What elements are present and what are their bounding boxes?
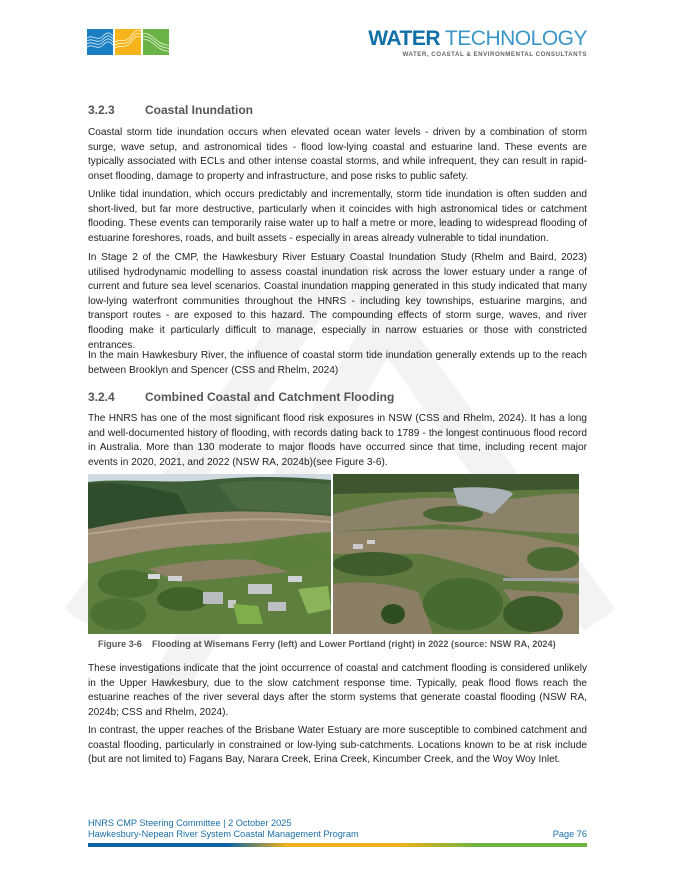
section-title: Coastal Inundation [145, 103, 253, 117]
footer-program-title: Hawkesbury-Nepean River System Coastal Management Program [88, 829, 359, 839]
paragraph: These investigations indicate that the joint occurrence of coastal and catchment flooding is considered unlikely in the Upper Hawkesbury, due to the slow catchment response time. Typically, peak flood flows reach the estuarine reaches of the river several days after the storm systems that generate coastal flooding (NSW RA, 2024b; CSS and Rhelm, 2024). [88, 663, 587, 718]
brand-title [368, 28, 587, 50]
page-number: Page 76 [552, 829, 587, 839]
paragraph: In contrast, the upper reaches of the Brisbane Water Estuary are more susceptible to combined catchment and coastal flooding, particularly in constrained or low-lying sub-catchments. Locations known to be at risk include (but are not limited to) Fagans Bay, Narara Creek, Erina Creek, Kincumber Creek, and the Woy Woy Inlet. [88, 725, 587, 766]
lower-portland-flood-photo [333, 474, 579, 634]
figure-3-6 [88, 474, 587, 634]
brand-wordmark [368, 28, 587, 58]
section-number: 3.2.3 [88, 103, 115, 117]
section-heading-3-2-3 [88, 103, 253, 117]
footer-line-2 [88, 829, 587, 840]
brand-bold: WATER [368, 27, 440, 50]
paragraph: In Stage 2 of the CMP, the Hawkesbury River Estuary Coastal Inundation Study (Rhelm and Baird, 2023) utilised hydrodynamic modelling to assess coastal inundation risk across the lower estuary under a range of current and future sea level scenarios. Coastal inundation mapping generated in this study indicated that many low-lying waterfront communities throughout the HNRS - including key townships, estuarine margins, and transport routes - are exposed to this hazard. The compounding effects of storm surge, waves, and river flooding make it particularly difficult to manage, especially in narrow estuaries or those with constricted entrances. [88, 252, 587, 351]
wisemans-ferry-flood-photo [88, 474, 331, 634]
paragraph: Coastal storm tide inundation occurs when elevated ocean water levels - driven by a combination of storm surge, wave setup, and astronomical tides - flood low-lying coastal and estuarine land. These events are typically associated with ECLs and other intense coastal storms, and while infrequent, they can result in rapid-onset flooding, damage to property and infrastructure, and pose risks to public safety. [88, 127, 587, 182]
footer-color-bar [88, 843, 587, 847]
paragraph: In the main Hawkesbury River, the influence of coastal storm tide inundation generally extends up to the reach between Brooklyn and Spencer (CSS and Rhelm, 2024) [88, 350, 587, 376]
paragraph: Unlike tidal inundation, which occurs predictably and incrementally, storm tide inundation is often sudden and short-lived, but far more destructive, particularly when it coincides with high astronomical tides or catchment flooding. These events can temporarily raise water up to half a metre or more, leading to widespread flooding of estuarine foreshores, roads, and built assets - especially in areas already vulnerable to tidal inundation. [88, 189, 587, 244]
footer-committee-date: HNRS CMP Steering Committee | 2 October 2025 [88, 818, 292, 828]
figure-number: Figure 3-6 [98, 639, 142, 649]
blue-wave-tile-icon [87, 29, 113, 55]
paragraph: The HNRS has one of the most significant flood risk exposures in NSW (CSS and Rhelm, 2024). It has a long and well-documented history of flooding, with records dating back to 1789 - the longest continuous flood record in Australia. More than 130 moderate to major floods have occurred since that time, including recent major events in 2020, 2021, and 2022 (NSW RA, 2024b)(see Figure 3-6). [88, 413, 587, 468]
section-heading-3-2-4 [88, 390, 394, 404]
figure-caption [98, 639, 556, 649]
section-number: 3.2.4 [88, 390, 115, 404]
page-footer [88, 818, 587, 847]
brand-light: TECHNOLOGY [444, 27, 587, 50]
green-wave-tile-icon [143, 29, 169, 55]
yellow-wave-tile-icon [115, 29, 141, 55]
section-title: Combined Coastal and Catchment Flooding [145, 390, 395, 404]
company-logo-tiles [87, 29, 169, 55]
brand-tagline: WATER, COASTAL & ENVIRONMENTAL CONSULTANTS [402, 51, 587, 58]
figure-caption-text: Flooding at Wisemans Ferry (left) and Lower Portland (right) in 2022 (source: NSW RA, 2024) [152, 639, 556, 649]
